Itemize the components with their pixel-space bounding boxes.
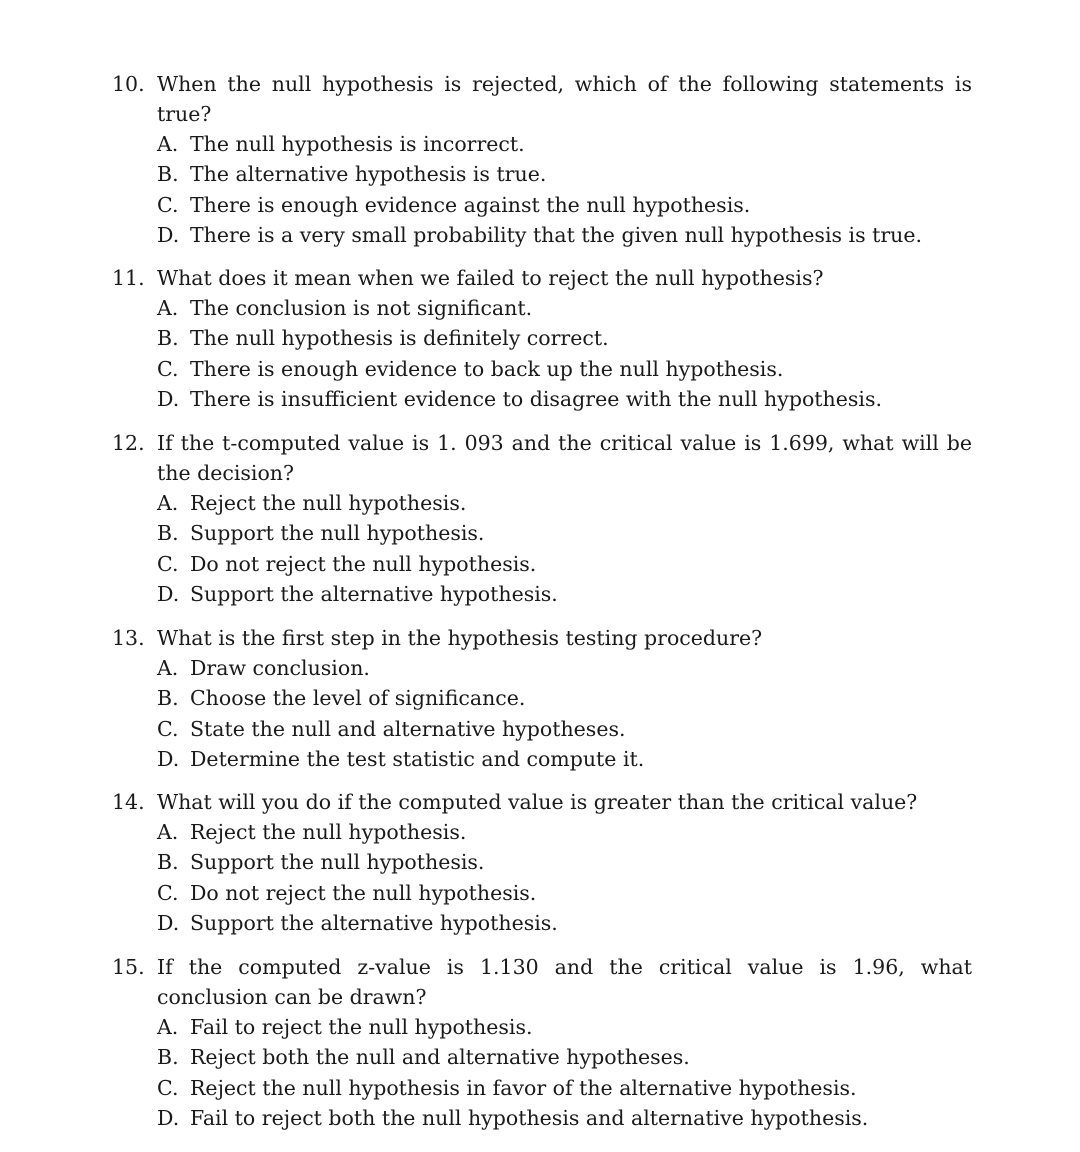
option-list bbox=[157, 293, 972, 414]
question-text: If the computed z-value is 1.130 and the critical value is 1.96, what conclusion can be drawn? bbox=[157, 955, 972, 1009]
question-12 bbox=[112, 428, 972, 609]
option-letter: A. bbox=[157, 296, 179, 320]
option-text: Support the null hypothesis. bbox=[190, 850, 485, 875]
question-number: 13. bbox=[112, 626, 145, 650]
option-letter: D. bbox=[157, 581, 180, 606]
question-text: What does it mean when we failed to reject the null hypothesis? bbox=[157, 266, 824, 290]
option-letter: C. bbox=[157, 356, 179, 381]
option-letter: D. bbox=[157, 386, 180, 411]
option-text: Fail to reject both the null hypothesis and alternative hypothesis. bbox=[190, 1105, 869, 1130]
option-list bbox=[157, 817, 972, 938]
option-letter: D. bbox=[157, 1105, 180, 1130]
option-letter: B. bbox=[157, 162, 179, 187]
question-text: What is the first step in the hypothesis testing procedure? bbox=[157, 626, 763, 650]
option-text: Choose the level of significance. bbox=[190, 686, 526, 711]
option-text: There is insufficient evidence to disagree with the null hypothesis. bbox=[190, 386, 882, 411]
option-letter: B. bbox=[157, 1045, 179, 1070]
option-letter: B. bbox=[157, 686, 179, 711]
option-text: Reject the null hypothesis. bbox=[190, 491, 467, 515]
option-b bbox=[157, 847, 972, 877]
option-d bbox=[157, 744, 972, 774]
option-letter: C. bbox=[157, 1075, 179, 1100]
option-a bbox=[157, 488, 972, 518]
option-d bbox=[157, 908, 972, 938]
option-a bbox=[157, 653, 972, 683]
option-list bbox=[157, 488, 972, 609]
option-text: The null hypothesis is definitely correct. bbox=[190, 326, 609, 351]
option-text: There is a very small probability that the given null hypothesis is true. bbox=[190, 222, 923, 247]
question-text: When the null hypothesis is rejected, which of the following statements is true? bbox=[157, 72, 972, 126]
option-letter: A. bbox=[157, 1015, 179, 1039]
question-11 bbox=[112, 263, 972, 414]
option-b bbox=[157, 1042, 972, 1072]
option-c bbox=[157, 714, 972, 744]
option-text: Support the alternative hypothesis. bbox=[190, 581, 558, 606]
option-text: The conclusion is not significant. bbox=[190, 296, 533, 320]
option-letter: B. bbox=[157, 521, 179, 546]
option-letter: A. bbox=[157, 656, 179, 680]
question-number: 12. bbox=[112, 431, 145, 455]
option-text: There is enough evidence to back up the null hypothesis. bbox=[190, 356, 784, 381]
question-13 bbox=[112, 623, 972, 774]
option-d bbox=[157, 579, 972, 609]
question-number: 14. bbox=[112, 790, 145, 814]
question-number: 10. bbox=[112, 72, 145, 96]
question-number: 11. bbox=[112, 266, 145, 290]
option-text: Determine the test statistic and compute it. bbox=[190, 746, 645, 771]
option-text: Do not reject the null hypothesis. bbox=[190, 880, 537, 905]
option-text: Do not reject the null hypothesis. bbox=[190, 551, 537, 576]
option-letter: A. bbox=[157, 820, 179, 844]
option-c bbox=[157, 190, 972, 220]
option-letter: C. bbox=[157, 880, 179, 905]
option-c bbox=[157, 354, 972, 384]
option-letter: C. bbox=[157, 192, 179, 217]
option-letter: B. bbox=[157, 850, 179, 875]
option-text: The alternative hypothesis is true. bbox=[190, 162, 547, 187]
option-c bbox=[157, 549, 972, 579]
option-text: Draw conclusion. bbox=[190, 656, 370, 680]
option-text: The null hypothesis is incorrect. bbox=[190, 132, 525, 156]
option-a bbox=[157, 129, 972, 159]
option-b bbox=[157, 518, 972, 548]
option-d bbox=[157, 220, 972, 250]
question-10 bbox=[112, 69, 972, 250]
option-c bbox=[157, 878, 972, 908]
option-list bbox=[157, 653, 972, 774]
option-text: There is enough evidence against the null hypothesis. bbox=[190, 192, 751, 217]
option-text: State the null and alternative hypotheses. bbox=[190, 716, 626, 741]
question-text: If the t-computed value is 1. 093 and the critical value is 1.699, what will be the decision? bbox=[157, 431, 972, 485]
option-text: Reject both the null and alternative hypotheses. bbox=[190, 1045, 690, 1070]
option-b bbox=[157, 323, 972, 353]
option-letter: D. bbox=[157, 910, 180, 935]
option-list bbox=[157, 129, 972, 250]
option-letter: B. bbox=[157, 326, 179, 351]
option-text: Reject the null hypothesis. bbox=[190, 820, 467, 844]
option-a bbox=[157, 817, 972, 847]
option-text: Support the alternative hypothesis. bbox=[190, 910, 558, 935]
question-14 bbox=[112, 787, 972, 938]
option-letter: C. bbox=[157, 551, 179, 576]
option-letter: D. bbox=[157, 746, 180, 771]
option-b bbox=[157, 683, 972, 713]
option-a bbox=[157, 293, 972, 323]
option-letter: D. bbox=[157, 222, 180, 247]
question-15 bbox=[112, 952, 972, 1133]
option-d bbox=[157, 384, 972, 414]
option-list bbox=[157, 1012, 972, 1133]
option-c bbox=[157, 1073, 972, 1103]
option-letter: A. bbox=[157, 132, 179, 156]
option-d bbox=[157, 1103, 972, 1133]
question-text: What will you do if the computed value is greater than the critical value? bbox=[157, 790, 918, 814]
option-text: Reject the null hypothesis in favor of the alternative hypothesis. bbox=[190, 1075, 857, 1100]
option-text: Support the null hypothesis. bbox=[190, 521, 485, 546]
option-letter: C. bbox=[157, 716, 179, 741]
option-b bbox=[157, 159, 972, 189]
option-a bbox=[157, 1012, 972, 1042]
option-letter: A. bbox=[157, 491, 179, 515]
question-number: 15. bbox=[112, 955, 145, 979]
option-text: Fail to reject the null hypothesis. bbox=[190, 1015, 533, 1039]
